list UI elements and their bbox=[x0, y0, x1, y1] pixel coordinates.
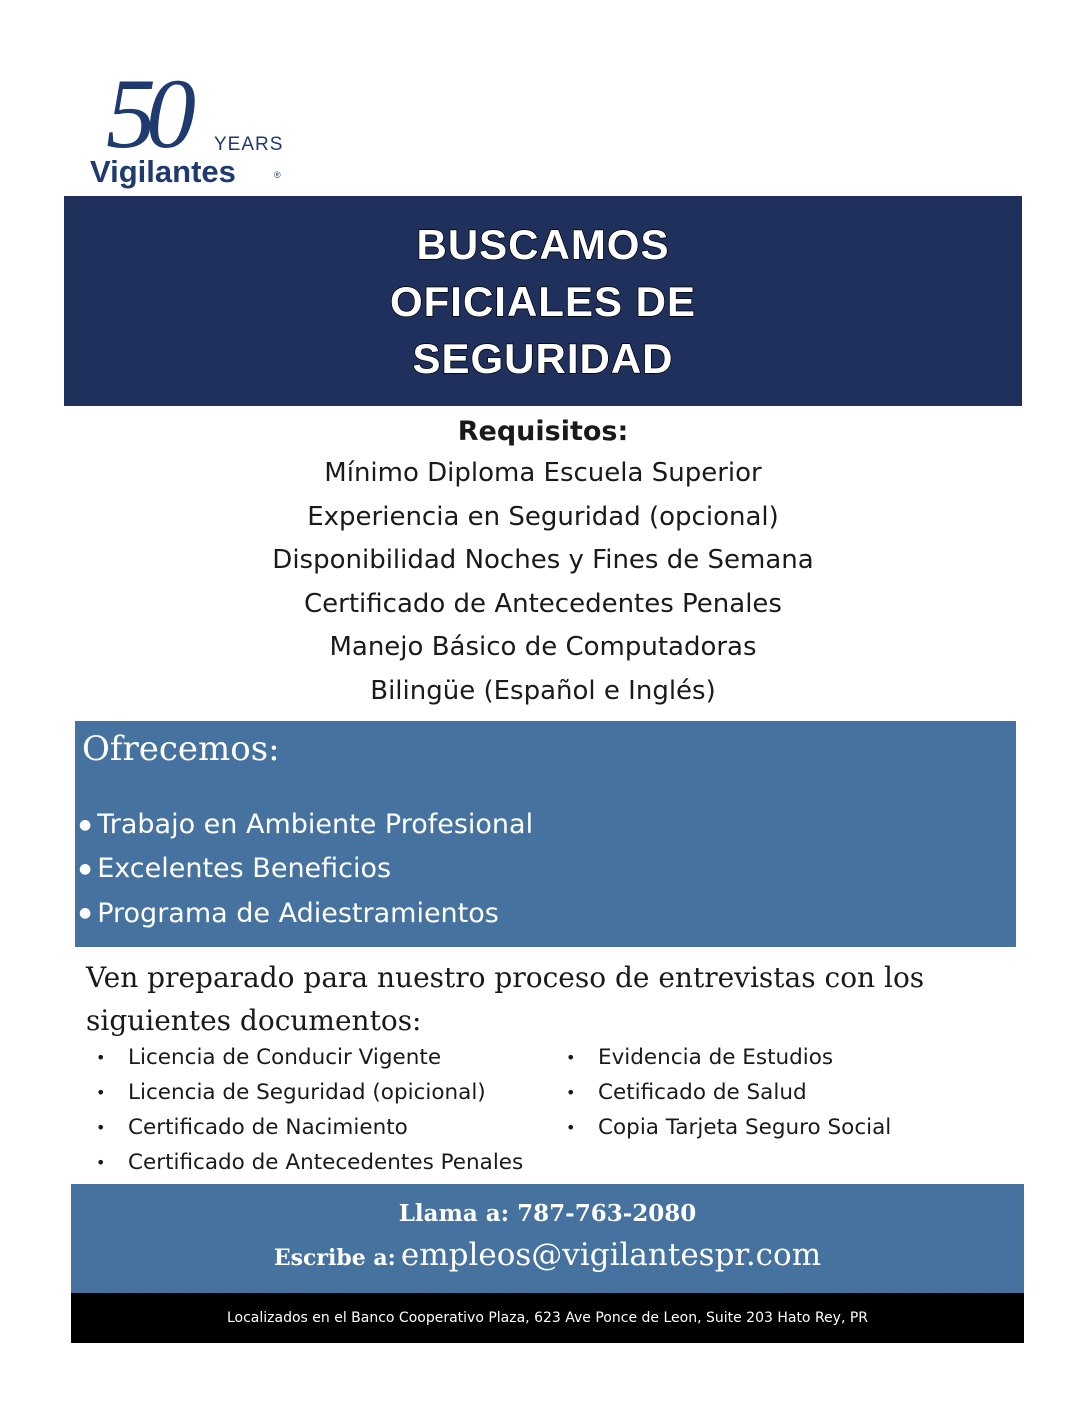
registered-mark: ® bbox=[274, 170, 281, 180]
logo-years-label: YEARS bbox=[214, 134, 284, 155]
logo-anniversary-number: 50 bbox=[106, 58, 186, 169]
bullet-icon: • bbox=[96, 1153, 106, 1172]
document-item bbox=[566, 1075, 891, 1110]
email-contact bbox=[71, 1237, 1024, 1273]
document-item bbox=[566, 1040, 891, 1075]
document-item bbox=[96, 1040, 523, 1075]
offers-list bbox=[75, 803, 533, 936]
bullet-icon: ● bbox=[79, 816, 92, 833]
documents-list-right bbox=[566, 1040, 891, 1145]
document-item bbox=[96, 1110, 523, 1145]
bullet-icon: • bbox=[566, 1083, 576, 1102]
document-item-text: Cetificado de Salud bbox=[598, 1080, 807, 1105]
document-item bbox=[96, 1145, 523, 1180]
requirement-item: Manejo Básico de Computadoras bbox=[329, 632, 757, 662]
email-label: Escribe a: bbox=[273, 1245, 396, 1271]
offer-item-text: Programa de Adiestramientos bbox=[97, 897, 499, 929]
offer-item bbox=[75, 847, 533, 891]
headline-line: OFICIALES DE bbox=[389, 277, 697, 325]
document-item-text: Certificado de Antecedentes Penales bbox=[128, 1150, 524, 1175]
footer-address bbox=[71, 1293, 1024, 1343]
headline-line: BUSCAMOS bbox=[416, 220, 670, 268]
document-item-text: Licencia de Conducir Vigente bbox=[128, 1045, 442, 1070]
offer-item-text: Trabajo en Ambiente Profesional bbox=[97, 809, 534, 840]
bullet-icon: • bbox=[566, 1118, 576, 1137]
offer-item bbox=[75, 892, 533, 936]
document-item bbox=[566, 1110, 891, 1145]
bullet-icon: • bbox=[566, 1048, 576, 1067]
headline-line: SEGURIDAD bbox=[412, 334, 674, 382]
documents-intro: Ven preparado para nuestro proceso de entrevistas con los siguientes documentos: bbox=[86, 961, 925, 1037]
offers-title: Ofrecemos: bbox=[82, 729, 280, 769]
requirement-item: Disponibilidad Noches y Fines de Semana bbox=[272, 545, 814, 575]
bullet-icon: • bbox=[96, 1083, 106, 1102]
company-logo bbox=[88, 58, 308, 190]
offer-item-text: Excelentes Beneficios bbox=[97, 853, 392, 885]
bullet-icon: • bbox=[96, 1048, 106, 1067]
address-text: Localizados en el Banco Cooperativo Plaza, 623 Ave Ponce de Leon, Suite 203 Hato Rey, PR bbox=[226, 1310, 869, 1326]
bullet-icon: ● bbox=[79, 861, 92, 877]
requirement-item: Certificado de Antecedentes Penales bbox=[304, 588, 782, 619]
bullet-icon: ● bbox=[79, 905, 92, 922]
requirement-item: Bilingüe (Español e Inglés) bbox=[370, 675, 716, 706]
requirement-item: Mínimo Diploma Escuela Superior bbox=[324, 458, 762, 488]
email-address: empleos@vigilantespr.com bbox=[400, 1237, 822, 1273]
document-item-text: Licencia de Seguridad (opicional) bbox=[128, 1080, 486, 1105]
logo-brand-name: Vigilantes bbox=[90, 154, 236, 189]
requirement-item: Experiencia en Seguridad (opcional) bbox=[307, 501, 779, 532]
document-item-text: Copia Tarjeta Seguro Social bbox=[598, 1115, 892, 1140]
document-item bbox=[96, 1075, 523, 1110]
document-item-text: Certificado de Nacimiento bbox=[128, 1115, 408, 1140]
requirements-section bbox=[64, 412, 1022, 713]
offer-item bbox=[75, 803, 533, 847]
bullet-icon: • bbox=[96, 1118, 106, 1137]
headline-banner bbox=[64, 196, 1022, 406]
offers-panel bbox=[75, 721, 1016, 947]
phone-contact: Llama a: 787-763-2080 bbox=[398, 1200, 697, 1227]
contact-panel bbox=[71, 1184, 1024, 1293]
documents-list-left bbox=[96, 1040, 523, 1180]
document-item-text: Evidencia de Estudios bbox=[598, 1045, 834, 1070]
requirements-title: Requisitos: bbox=[457, 416, 629, 447]
